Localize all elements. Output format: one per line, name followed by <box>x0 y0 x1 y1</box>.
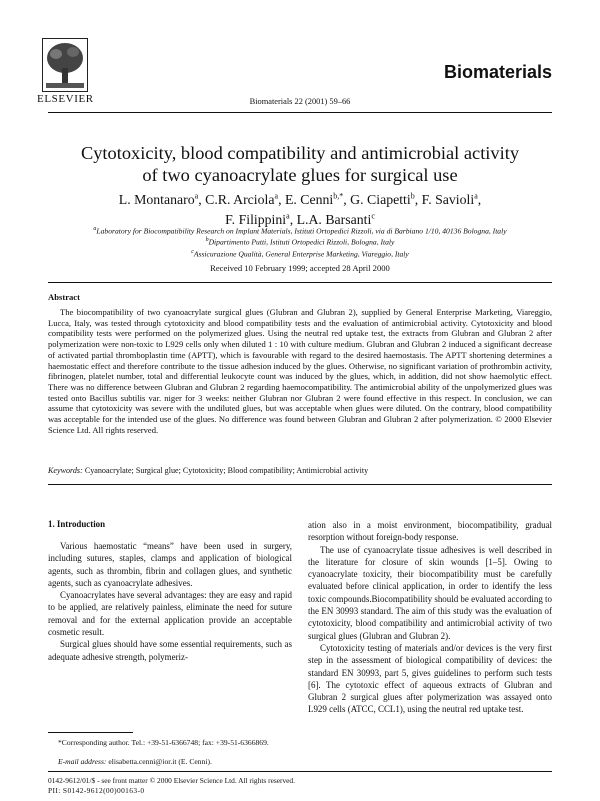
title-line: Cytotoxicity, blood compatibility and antimicrobial activity <box>80 143 520 163</box>
received-dates: Received 10 February 1999; accepted 28 April 2000 <box>210 263 390 273</box>
journal-title: Biomaterials <box>443 62 552 82</box>
journal-citation: Biomaterials 22 (2001) 59–66 <box>249 97 351 106</box>
article-title <box>60 142 540 186</box>
publisher-name: ELSEVIER <box>37 93 94 105</box>
affiliation: $^a$Laboratory for Biocompatibility Research on Implant Materials, Istituti Ortopedici Rizzoli, via di Barbiano 1/10, 40136 Bologna, Italy <box>93 226 507 236</box>
divider <box>48 282 552 283</box>
abstract-text: The biocompatibility of two cyanoacrylate surgical glues (Glubran and Glubran 2), supplied by General Enterprise Marketing, Viareggio, Lucca, Italy, was tested through cytotoxicity and blood compatibility tests and the evaluation of antimicrobial activity. Cytotoxicity and blood compatibility tests were performed on the polymerized glues. Using the neutral red uptake test, the extracts from Glubran and Glubran 2 after polymerization were non-toxic to L929 cells only when diluted 1 : 10 with culture medium. Glubran and Glubran 2 induced a significant decrease of activated partial thromboplastin time (APTT), which is favourable with regard to the desired haemostasis. The APTT shortening determines a haemostatic effect and therefore contribute to the tissue adhesion induced by the glues. Otherwise, no significant variation of prothrombin activity, fibrinogen, platelet number, total and differential leukocyte count was induced by the glues, which, in addition, did not show haemolytic effect. There was no difference between Glubran and Glubran 2 regarding haemocompatibility. The antimicrobial ability of the unpolymerized glues was tested onto Bacillus subtilis var. niger for 3 weeks: neither Glubran nor Glubran 2 were found effective in this respect. In conclusion, we can assume that cytotoxicity was severe with the undiluted glues, but was acceptable when glues were diluted. On the contrary, blood compatibility was acceptable for the intended use of the glues. No difference was found between Glubran and Glubran 2 after polymerization. © 2000 Elsevier Science Ltd. All rights reserved. <box>48 307 552 435</box>
paragraph: Surgical glues should have some essential requirements, such as adequate adhesive strength, polymeriz- <box>48 639 292 662</box>
author: C.R. Arciola$^a$, <box>205 191 285 207</box>
author: G. Ciapetti$^b$, <box>350 191 422 207</box>
footnote-divider <box>48 732 133 733</box>
issn-line: 0142-9612/01/$ - see front matter © 2000 Elsevier Science Ltd. All rights reserved. <box>48 776 295 785</box>
author-line <box>60 187 540 208</box>
paragraph: ation also in a moist environment, biocompatibility, gradual resorption without foreign-body response. <box>308 520 552 543</box>
keywords <box>48 466 552 475</box>
author-list <box>60 187 540 228</box>
corresponding-author-note: *Corresponding author. Tel.: +39-51-6366748; fax: +39-51-6366869. <box>58 738 269 747</box>
affiliation: $^c$Assicurazione Qualità, General Enterprise Marketing, Viareggio, Italy <box>191 248 409 259</box>
pii-line: PII: S0142-9612(00)00163-0 <box>48 786 145 795</box>
author: L.A. Barsanti$^c$ <box>296 211 375 228</box>
header-divider <box>48 112 552 113</box>
corresponding-marker: * <box>339 191 344 200</box>
affiliation: $^b$Dipartimento Putti, Istituti Ortopedici Rizzoli, Bologna, Italy <box>205 237 395 247</box>
title-line: of two cyanoacrylate glues for surgical use <box>142 165 458 185</box>
elsevier-tree-logo <box>42 38 88 92</box>
email-label: E-mail address: <box>58 757 107 766</box>
author: E. Cenni$^{b,*}$, <box>284 191 351 207</box>
paragraph: Cytotoxicity testing of materials and/or devices is the very first step in the assessment of biological compatibility of devices: the standard EN 30993, part 5, gives guidelines to perform such tests [6]. The cytotoxic effect of aqueous extracts of Glubran and Glubran 2 surgical glues after polymerization was assayed onto L929 cells (ATCC, CCL1), using the neutral red uptake test. <box>308 642 552 715</box>
left-column <box>48 540 292 663</box>
author: L. Montanaro$^a$, <box>118 191 206 207</box>
email-address: elisabetta.cenni@ior.it (E. Cenni). <box>108 757 212 766</box>
section-heading: 1. Introduction <box>48 519 106 529</box>
author: F. Filippini$^a$, <box>225 211 297 228</box>
abstract-heading: Abstract <box>48 292 80 302</box>
paragraph: Various haemostatic “means” have been used in surgery, including sutures, staples, clamps and application of biological agents, such as thrombin, fibrin and collagen glues, and synthetic agents, such as cyanoacrylate adhesives. <box>48 541 292 588</box>
email-note <box>48 757 292 766</box>
divider <box>48 484 552 485</box>
footer-divider <box>48 771 552 772</box>
paragraph: The use of cyanoacrylate tissue adhesives is well described in the literature for closure of skin wounds [1–5]. Owing to cyanoacrylate toxicity, their biocompatibility must be carefully evaluated before clinical application, in order to identify the less toxic compounds.Biocompatibility should be evaluated according to the EN 30993 standard. The aim of this study was the evaluation of cytotoxicity, blood compatibility and antimicrobial activity of two surgical glues (Glubran and Glubran 2). <box>308 544 552 641</box>
affiliations <box>40 225 560 259</box>
keywords-label: Keywords: <box>48 466 83 475</box>
keywords-list: Cyanoacrylate; Surgical glue; Cytotoxicity; Blood compatibility; Antimicrobial activity <box>84 466 369 475</box>
author: F. Savioli$^a$, <box>421 191 482 207</box>
right-column <box>308 519 552 716</box>
paragraph: Cyanoacrylates have several advantages: they are easy and rapid to be applied, are relatively painless, eliminate the need for suture removal and for the external application provide an acceptable cosmetic result. <box>48 590 292 638</box>
